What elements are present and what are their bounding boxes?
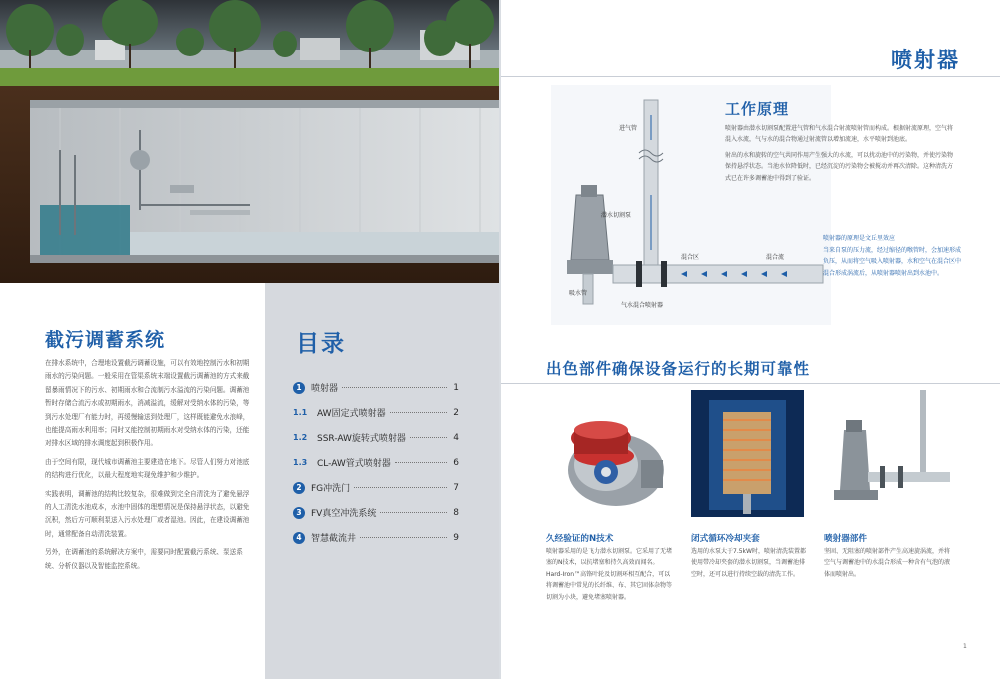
toc-leader-dots bbox=[410, 437, 447, 438]
card-text-ejector-components: 坚固、无阻塞的喷射部件产生高速旋涡流，并将空气与调蓄池中的水混合形成一种含有气泡的液体而喷射出。 bbox=[824, 548, 951, 578]
toc-leader-dots bbox=[354, 487, 447, 488]
n-technology-impeller-image bbox=[546, 390, 672, 517]
toc-list bbox=[293, 375, 459, 550]
label-mixed-flow: 混合流 bbox=[766, 254, 785, 261]
toc-entry[interactable] bbox=[293, 525, 459, 550]
toc-entry-page: 7 bbox=[453, 482, 459, 493]
toc-leader-dots bbox=[380, 512, 447, 513]
label-air-pipe: 进气管 bbox=[619, 125, 638, 132]
toc-leader-dots bbox=[390, 412, 447, 413]
working-principle-paragraph-2: 射出的水和旋转的空气共同作用产生强大的水流，可以扰动池中的污染物，并使污染物保持悬浮状态。当池水位降低时，已经沉淀的污染物会被搅动并再次清除。这种清洗方式已在许多调蓄池中得到了验证。 bbox=[725, 151, 954, 182]
toc-entry-number: 2 bbox=[293, 482, 305, 494]
card-title-cooling-jacket: 闭式循环冷却夹套 bbox=[691, 534, 760, 544]
card-text-cooling-jacket: 选用的水泵大于7.5kW时，喷射清洗装置都使用带冷却夹套的潜水切割泵，当调蓄池排空时，还可以进行持续空载的清洗工作。 bbox=[691, 548, 806, 578]
toc-entry[interactable] bbox=[293, 375, 459, 400]
right-page bbox=[501, 0, 1000, 679]
ejector-components-image bbox=[824, 390, 950, 517]
toc-entry-number: 4 bbox=[293, 532, 305, 544]
card-title-ejector-components: 喷射器部件 bbox=[824, 534, 867, 544]
page-number: 1 bbox=[963, 643, 967, 650]
toc-entry-label: FG冲洗门 bbox=[311, 484, 351, 494]
toc-entry[interactable] bbox=[293, 400, 459, 425]
interception-paragraph-2: 由于空间有限，现代城市调蓄池主要建造在地下。尽管人们努力对池底的结构进行优化，以最大程度地实现免维护和少维护。 bbox=[45, 457, 250, 480]
interception-body bbox=[45, 357, 250, 578]
label-pump: 潜水切割泵 bbox=[601, 212, 632, 219]
toc-entry-label: FV真空冲洗系统 bbox=[311, 509, 377, 519]
toc-leader-dots bbox=[342, 387, 447, 388]
toc-entry-number: 3 bbox=[293, 507, 305, 519]
toc-entry-page: 1 bbox=[453, 382, 459, 393]
toc-entry-label: 喷射器 bbox=[311, 384, 339, 394]
interception-paragraph-4: 另外，在调蓄池的系统解决方案中，需要同时配置截污系统、泵送系统、分析仪器以及智能监控系统。 bbox=[45, 548, 243, 570]
toc-entry-label: AW固定式喷射器 bbox=[317, 409, 386, 419]
toc-entry[interactable] bbox=[293, 500, 459, 525]
toc-entry-number: 1 bbox=[293, 382, 305, 394]
toc-title: 目录 bbox=[296, 331, 346, 357]
working-principle-title: 工作原理 bbox=[725, 100, 790, 118]
toc-entry-label: SSR-AW旋转式喷射器 bbox=[317, 434, 406, 444]
toc-entry[interactable] bbox=[293, 475, 459, 500]
toc-entry-page: 6 bbox=[453, 457, 459, 468]
label-mixing-zone: 混合区 bbox=[681, 254, 700, 261]
toc-entry-page: 4 bbox=[453, 432, 459, 443]
left-page bbox=[0, 0, 499, 679]
toc-entry-label: 智慧截流井 bbox=[311, 534, 357, 544]
divider bbox=[501, 76, 1000, 77]
working-principle-text bbox=[725, 123, 955, 188]
reliability-title: 出色部件确保设备运行的长期可靠性 bbox=[546, 360, 811, 378]
section-title-interception: 截污调蓄系统 bbox=[45, 329, 166, 351]
venturi-note: 喷射器的原理是文丘里效应 当来自泵的压力流，经过缩径的喉管时，会加速形成负压，从而将空气吸入喷射器，水和空气在混合区中混合形成涡流后，从喷射器喷射出到水池中。 bbox=[823, 235, 962, 277]
toc-entry-page: 8 bbox=[453, 507, 459, 518]
toc-entry[interactable] bbox=[293, 425, 459, 450]
toc-entry-label: CL-AW管式喷射器 bbox=[317, 459, 391, 469]
toc-entry-number: 1.2 bbox=[293, 433, 308, 442]
toc-entry-page: 2 bbox=[453, 407, 459, 418]
label-mix-jet: 气水混合喷射器 bbox=[621, 302, 664, 309]
storage-tank-illustration bbox=[0, 0, 499, 283]
card-text-n-technology: 喷射器采用的是飞力潜水切割泵。它采用了无堵塞的N技术，以抗堵塞和持久高效而闻名。 Hard-Iron™高铬叶轮及切割环相互配合，可以将调蓄池中常见的长纤维、布、其它固体杂物等切割为小块，避免堵塞喷射器。 bbox=[546, 548, 673, 601]
toc-entry[interactable] bbox=[293, 450, 459, 475]
toc-leader-dots bbox=[360, 537, 447, 538]
card-title-n-technology: 久经验证的N技术 bbox=[546, 534, 614, 544]
toc-leader-dots bbox=[395, 462, 447, 463]
toc-entry-number: 1.1 bbox=[293, 408, 308, 417]
label-intake: 吸水管 bbox=[569, 290, 588, 297]
divider bbox=[501, 383, 1000, 384]
working-principle-paragraph-1: 喷射器由潜水切割泵配置进气管和气水混合射流喷射管而构成。根据射流原理，空气将混入水流，气与水的混合物通过射流管以增加流速，水平喷射到池底。 bbox=[725, 125, 954, 144]
interception-paragraph-1: 在排水系统中，合理地设置截污调蓄设施，可以有效地控制污水和初期雨水的污染问题。一般采用在管渠系统末端设置截污调蓄池的方式来截留暴雨情况下的污水、初期雨水和合流制污水溢流的污染问题。调蓄池暂时存储合流污水或初期雨水，消减溢流，缓解对受纳水体的污染，等到污水处理厂有能力时，再缓慢输送到处理厂，这样既能避免水浪峰，也能提高雨水利用率；同时又能控制初期雨水对受纳水体的污染，还能对排水区域的排水调度起到积极作用。 bbox=[45, 359, 250, 448]
toc-entry-number: 1.3 bbox=[293, 458, 308, 467]
page-title: 喷射器 bbox=[891, 48, 960, 72]
interception-paragraph-3: 实践表明，调蓄池的结构比较复杂，很难做到完全自清洗为了避免悬浮的人工清洗水池成本，水池中固体的理想情况是保持悬浮状态，以避免沉积，然后方可顺利泵送入污水处理厂或者湿池。因此，在建设调蓄池时，通常配备自动清洗装置。 bbox=[45, 489, 250, 538]
toc-entry-page: 9 bbox=[453, 532, 459, 543]
cooling-jacket-image bbox=[691, 390, 804, 517]
